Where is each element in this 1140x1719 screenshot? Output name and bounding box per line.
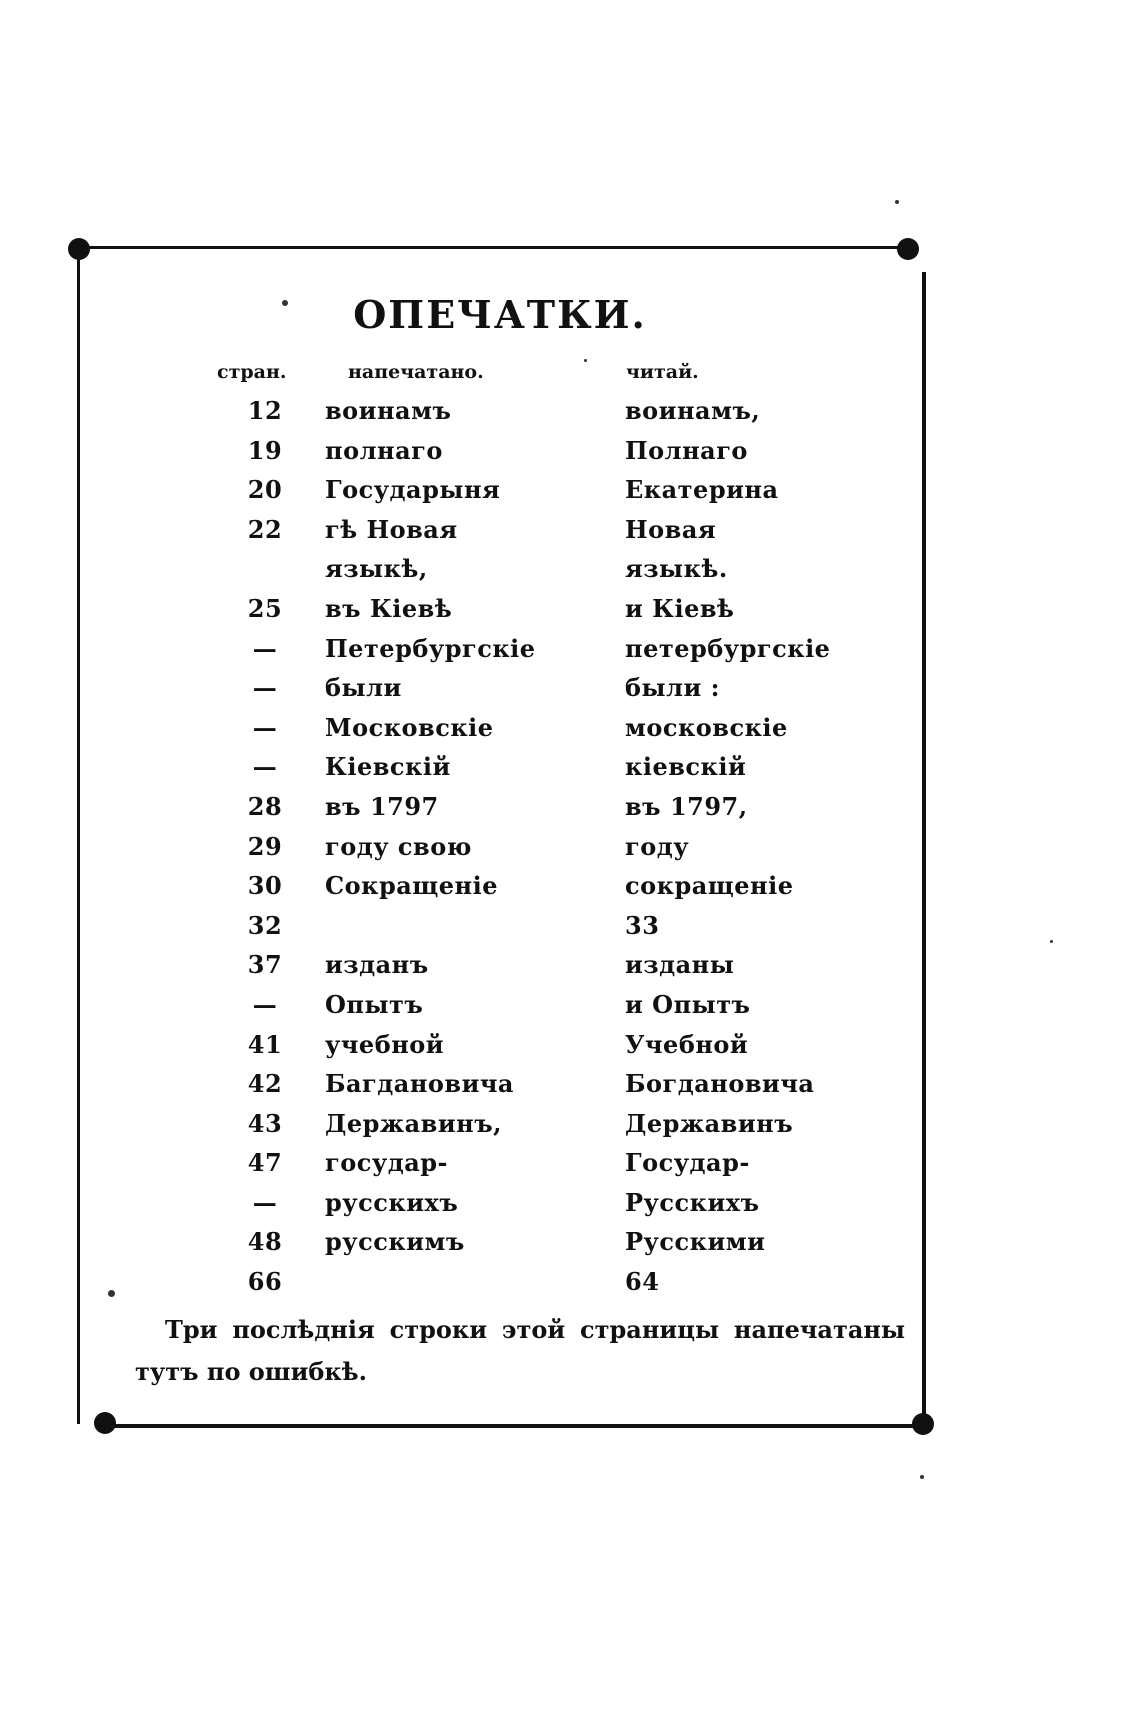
printed-text-cell: государ-: [325, 1148, 448, 1178]
page-number-cell: —: [252, 673, 278, 703]
printed-text-cell: языкѣ,: [325, 554, 428, 584]
frame-corner-ornament: [897, 238, 919, 260]
page-number-cell: 20: [247, 475, 283, 505]
corrected-text-cell: Учебной: [625, 1029, 749, 1059]
errata-row: [0, 792, 1140, 832]
page-number-cell: 41: [247, 1029, 283, 1059]
frame-top-line: [80, 246, 910, 249]
page-number-cell: 12: [247, 396, 283, 425]
column-header-read: читай.: [626, 361, 699, 383]
printed-text-cell: Опытъ: [325, 989, 424, 1019]
corrected-text-cell: воинамъ,: [625, 396, 761, 425]
errata-row: [0, 1148, 1140, 1188]
errata-row: [0, 673, 1140, 713]
errata-row: [0, 436, 1140, 476]
corrected-text-cell: Державинъ: [625, 1108, 794, 1138]
printed-text-cell: русскимъ: [325, 1227, 465, 1257]
printed-text-cell: году свою: [325, 831, 472, 861]
page-number-cell: 32: [247, 910, 283, 940]
errata-row: [0, 634, 1140, 674]
printed-text-cell: Государыня: [325, 475, 501, 505]
footnote: Три послѣднія строки этой страницы напечатаны тутъ по ошибкѣ.: [135, 1315, 905, 1386]
errata-row: [0, 1030, 1140, 1070]
frame-corner-ornament: [68, 238, 90, 260]
printed-text-cell: Державинъ,: [325, 1108, 502, 1138]
ink-speck: [584, 359, 587, 362]
corrected-text-cell: Новая: [625, 514, 717, 544]
page-number-cell: 42: [247, 1069, 283, 1099]
printed-text-cell: полнаго: [325, 435, 443, 465]
printed-text-cell: Сокращеніе: [325, 871, 498, 901]
printed-text-cell: русскихъ: [325, 1187, 459, 1217]
printed-text-cell: Петербургскіе: [325, 633, 536, 663]
corrected-text-cell: 33: [625, 910, 660, 940]
errata-row: [0, 1227, 1140, 1267]
errata-row: [0, 832, 1140, 872]
corrected-text-cell: петербургскіе: [625, 633, 831, 663]
errata-row: [0, 1069, 1140, 1109]
page-number-cell: —: [252, 1187, 278, 1217]
page-number-cell: —: [252, 712, 278, 742]
printed-text-cell: Багдановича: [325, 1069, 514, 1099]
printed-text-cell: учебной: [325, 1029, 445, 1059]
corrected-text-cell: языкѣ.: [625, 554, 728, 584]
errata-table: [0, 396, 1140, 1307]
errata-row: [0, 396, 1140, 436]
frame-corner-ornament: [94, 1412, 116, 1434]
column-header-page: стран.: [217, 361, 287, 383]
page-number-cell: 22: [247, 514, 283, 544]
corrected-text-cell: сокращеніе: [625, 871, 794, 901]
corrected-text-cell: Богдановича: [625, 1069, 815, 1099]
printed-text-cell: были: [325, 673, 402, 703]
ink-speck: [895, 200, 899, 204]
corrected-text-cell: изданы: [625, 950, 735, 980]
errata-row: [0, 871, 1140, 911]
corrected-text-cell: Русскими: [625, 1227, 766, 1257]
corrected-text-cell: были :: [625, 673, 721, 703]
errata-row: [0, 713, 1140, 753]
printed-text-cell: изданъ: [325, 950, 429, 980]
page-number-cell: 29: [247, 831, 283, 861]
errata-row: [0, 911, 1140, 951]
corrected-text-cell: въ 1797,: [625, 791, 748, 821]
frame-bottom-line: [105, 1424, 930, 1428]
page-number-cell: 48: [247, 1227, 283, 1257]
corrected-text-cell: Полнаго: [625, 435, 748, 465]
page-number-cell: —: [252, 989, 278, 1019]
page-number-cell: 37: [247, 950, 283, 980]
corrected-text-cell: и Опытъ: [625, 989, 751, 1019]
page-title: ОПЕЧАТКИ.: [353, 292, 647, 337]
errata-row: [0, 475, 1140, 515]
page-number-cell: 47: [247, 1148, 283, 1178]
errata-row: [0, 950, 1140, 990]
corrected-text-cell: Русскихъ: [625, 1187, 760, 1217]
page-number-cell: 30: [247, 871, 283, 901]
page-number-cell: 43: [247, 1108, 283, 1138]
printed-text-cell: Московскіе: [325, 712, 494, 742]
frame-corner-ornament: [912, 1413, 934, 1435]
printed-text-cell: гѣ Новая: [325, 514, 458, 544]
errata-row: [0, 515, 1140, 555]
corrected-text-cell: и Кіевѣ: [625, 593, 735, 623]
page-number-cell: —: [252, 633, 278, 663]
page-number-cell: 25: [247, 593, 283, 623]
errata-row: [0, 594, 1140, 634]
corrected-text-cell: Екатерина: [625, 475, 779, 505]
page-number-cell: 66: [247, 1267, 283, 1297]
errata-row: [0, 990, 1140, 1030]
errata-row: [0, 554, 1140, 594]
printed-text-cell: въ 1797: [325, 791, 439, 821]
errata-row: [0, 1267, 1140, 1307]
page-number-cell: 28: [247, 791, 283, 821]
printed-text-cell: въ Кіевѣ: [325, 593, 453, 623]
corrected-text-cell: году: [625, 831, 690, 861]
errata-row: [0, 752, 1140, 792]
printed-text-cell: Кіевскій: [325, 752, 451, 782]
corrected-text-cell: московскіе: [625, 712, 788, 742]
corrected-text-cell: 64: [625, 1267, 660, 1297]
column-header-printed: напечатано.: [348, 361, 484, 383]
corrected-text-cell: Государ-: [625, 1148, 750, 1178]
page-number-cell: —: [252, 752, 278, 782]
corrected-text-cell: кіевскій: [625, 752, 747, 782]
printed-text-cell: воинамъ: [325, 396, 452, 425]
ink-speck: [920, 1475, 924, 1479]
page-number-cell: 19: [247, 435, 283, 465]
errata-row: [0, 1188, 1140, 1228]
errata-row: [0, 1109, 1140, 1149]
